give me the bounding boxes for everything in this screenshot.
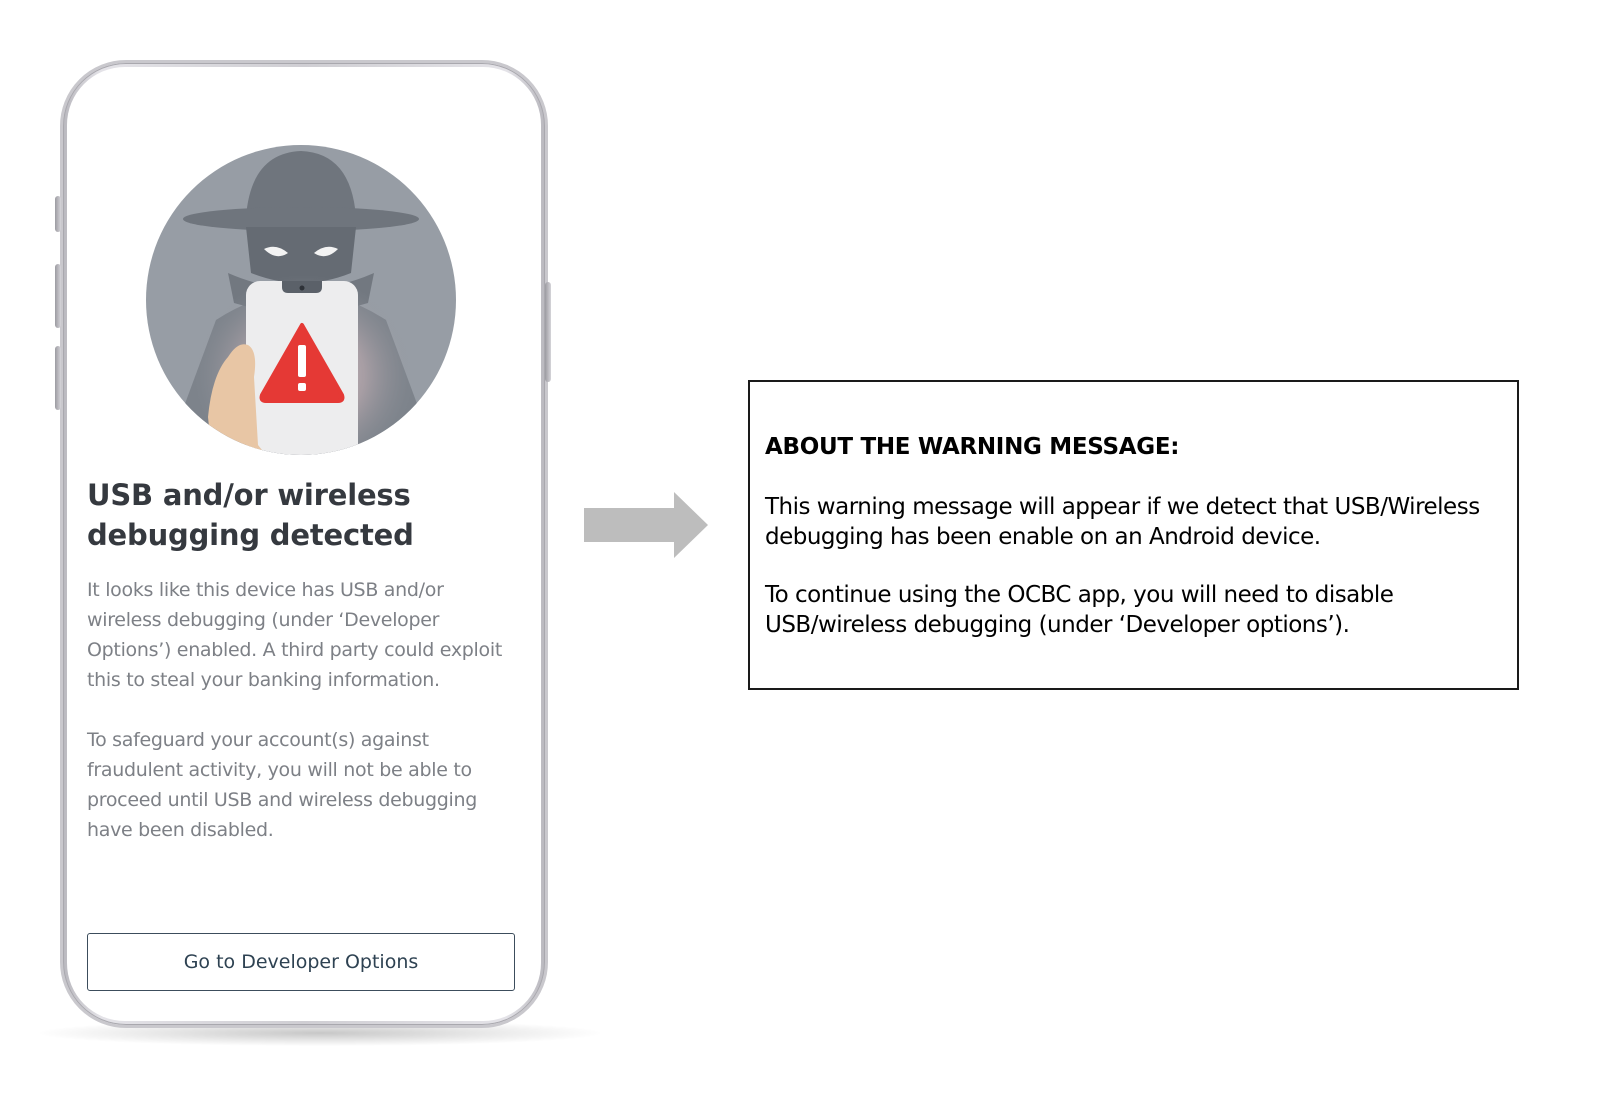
phone-side-button-left-1 — [55, 196, 61, 232]
hacker-warning-illustration — [146, 145, 456, 455]
phone-side-button-left-2 — [55, 264, 61, 328]
phone-side-button-left-3 — [55, 346, 61, 410]
screen-title: USB and/or wireless debugging detected — [87, 478, 414, 552]
phone-side-button-right — [545, 282, 551, 382]
right-arrow-icon — [584, 492, 708, 558]
info-paragraph-appearance: This warning message will appear if we detect that USB/Wireless debugging has been enable on an Android device. — [765, 494, 1480, 550]
warning-description: It looks like this device has USB and/or wireless debugging (under ‘Developer Options’) enabled. A third party could exploit this to steal your banking information. — [87, 579, 502, 691]
info-paragraph-continue: To continue using the OCBC app, you will need to disable USB/wireless debugging (under ‘Developer options’). — [765, 582, 1394, 638]
info-box — [748, 380, 1519, 690]
info-heading: ABOUT THE WARNING MESSAGE: — [765, 434, 1180, 460]
safeguard-description: To safeguard your account(s) against fraudulent activity, you will not be able to proceed until USB and wireless debugging have been disabled. — [87, 729, 478, 841]
go-to-developer-options-button[interactable]: Go to Developer Options — [87, 933, 515, 991]
phone-screen — [67, 67, 541, 1021]
